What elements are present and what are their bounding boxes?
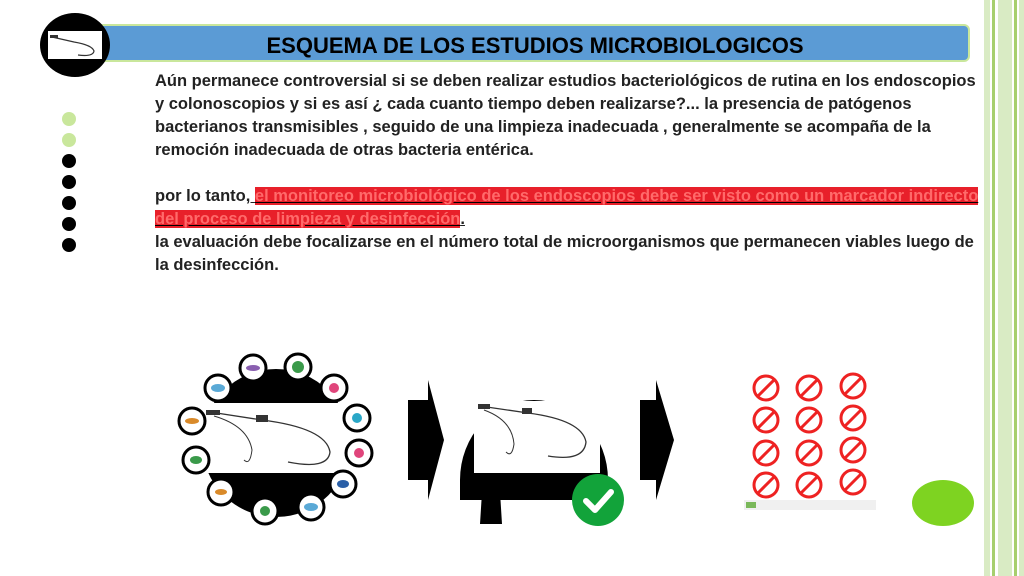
paragraph-3: la evaluación debe focalizarse en el número total de microorganismos que permanecen viables luego de la desinfección. <box>155 233 974 274</box>
no-bacteria-icon <box>754 441 778 465</box>
slide-title: ESQUEMA DE LOS ESTUDIOS MICROBIOLOGICOS <box>266 33 804 58</box>
decorative-green-dot <box>912 480 974 526</box>
paragraph-2-prefix: por lo tanto <box>155 187 246 205</box>
highlighted-text: el monitoreo microbiológico de los endoscopios debe ser visto como un marcador indirecto del proceso de limpieza y desinfección <box>155 187 979 228</box>
no-bacteria-icon <box>797 473 821 497</box>
no-bacteria-icon <box>841 438 865 462</box>
no-bacteria-icon <box>754 376 778 400</box>
no-bacteria-icon <box>797 408 821 432</box>
paragraph-2-end: . <box>460 210 465 228</box>
no-bacteria-grid <box>744 374 876 510</box>
no-bacteria-icon <box>797 376 821 400</box>
no-bacteria-icon <box>754 408 778 432</box>
no-bacteria-icon <box>754 473 778 497</box>
paragraph-1: Aún permanece controversial si se deben realizar estudios bacteriológicos de rutina en los endoscopios y colonoscopios y si es así ¿ cada cuanto tiempo deben realizarse?... la presencia de patógenos bacterianos transmisibles , seguido de una limpieza inadecuada , generalmente se acompaña de la remoción inadecuada de otras bacteria entérica. <box>155 72 976 159</box>
paragraph-2-comma: , <box>245 187 255 205</box>
arrow-right-icon <box>640 380 674 500</box>
no-bacteria-icon <box>797 441 821 465</box>
no-bacteria-icon <box>841 374 865 398</box>
no-bacteria-icon <box>841 406 865 430</box>
no-bacteria-icon <box>841 470 865 494</box>
